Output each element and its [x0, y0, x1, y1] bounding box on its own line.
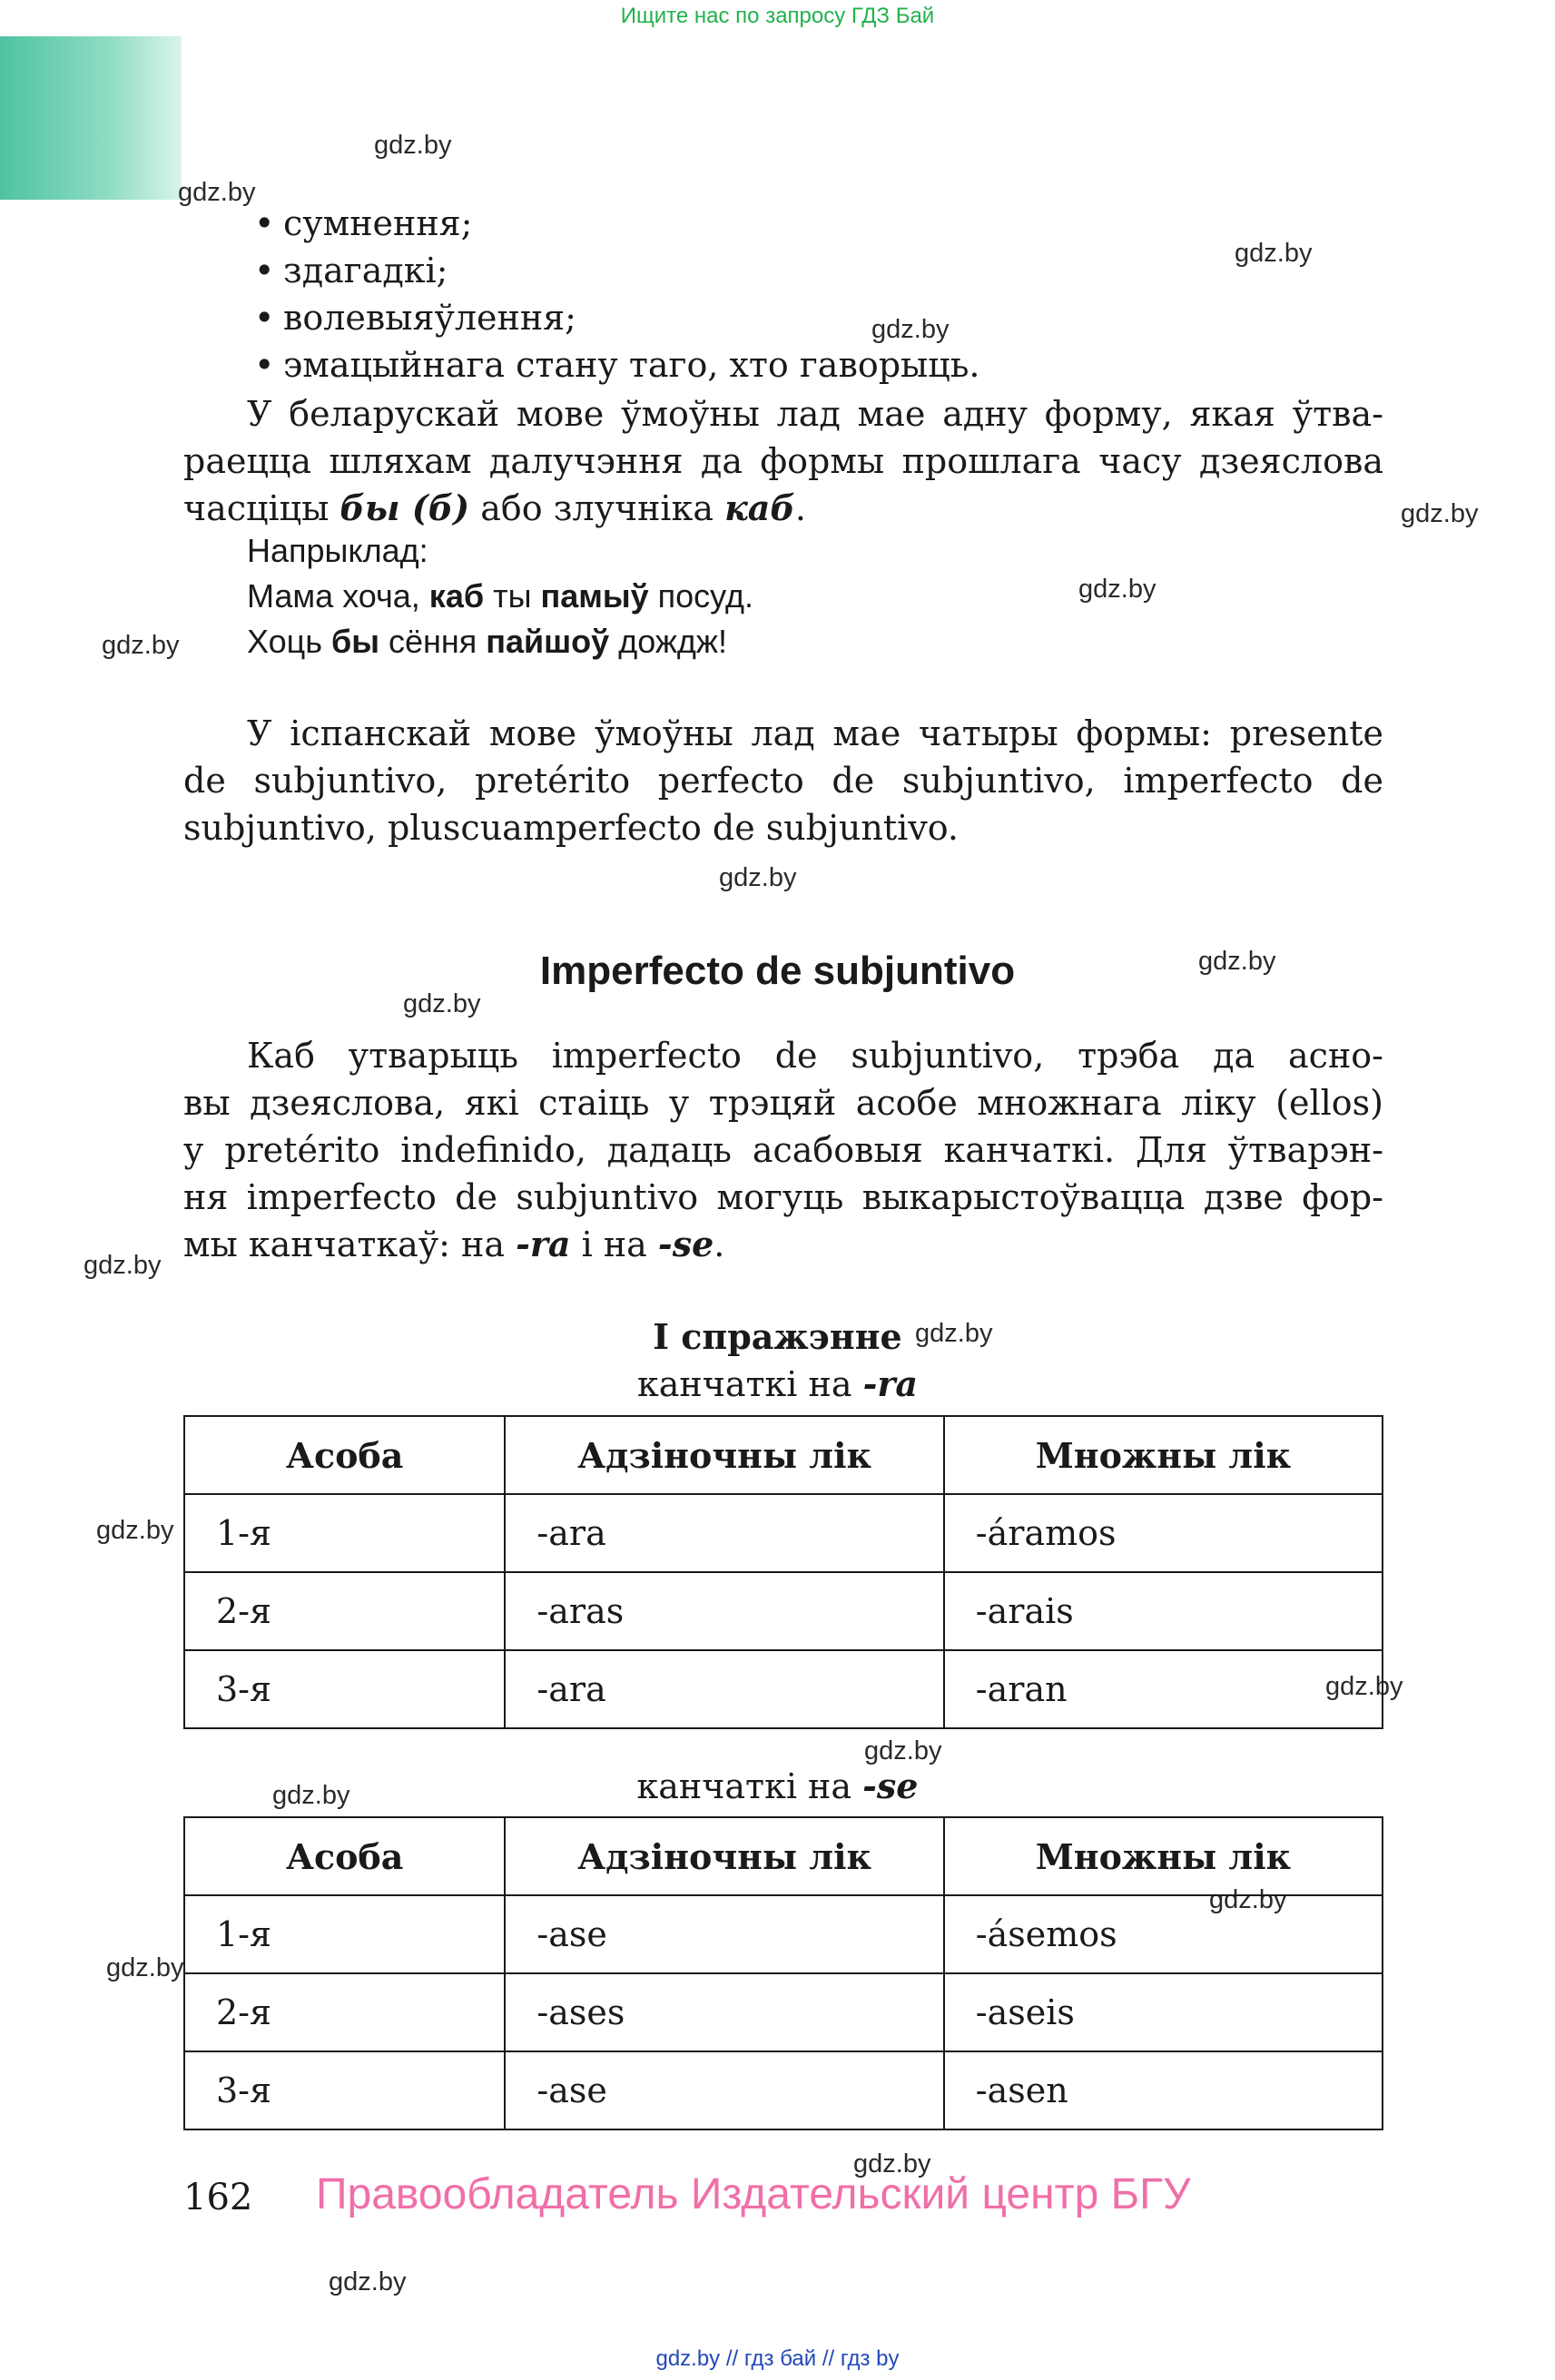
watermark: gdz.by	[1325, 1672, 1403, 1701]
table-cell: -aras	[505, 1572, 943, 1650]
bullet-item: • эмацыйнага стану таго, хто гаворыць.	[254, 345, 980, 385]
watermark: gdz.by	[915, 1319, 993, 1348]
table-cell: 1-я	[184, 1494, 505, 1572]
watermark: gdz.by	[329, 2267, 407, 2296]
table-header-row	[184, 1817, 1383, 1895]
watermark: gdz.by	[1401, 499, 1479, 528]
section-title: Imperfecto de subjuntivo	[539, 949, 1016, 993]
watermark: gdz.by	[1209, 1885, 1287, 1914]
table-cell: -aseis	[944, 1973, 1383, 2051]
table-cell: -ase	[505, 1895, 943, 1973]
copyright-notice: Правообладатель Издательский центр БГУ	[316, 2170, 1191, 2218]
paragraph-spanish-mood: У іспанскай мове ўмоўны лад мае чатыры формы: presente de subjuntivo, pretérito perfecto de subjuntivo, imperfecto de subjuntivo, pluscuamperfecto de subjuntivo.	[183, 713, 1383, 848]
table-row	[184, 1494, 1383, 1572]
column-header: Множны лік	[944, 1416, 1383, 1494]
table-cell: 3-я	[184, 1650, 505, 1728]
table-row	[184, 2051, 1383, 2129]
watermark: gdz.by	[102, 631, 180, 660]
table-cell: -ases	[505, 1973, 943, 2051]
column-header: Адзіночны лік	[505, 1817, 943, 1895]
table-cell: 2-я	[184, 1973, 505, 2051]
example-label: Напрыклад:	[247, 532, 428, 569]
watermark: gdz.by	[864, 1736, 942, 1765]
example-sentence: Хоць бы сёння пайшоў дождж!	[247, 623, 727, 660]
conjugation-title: I спражэнне	[653, 1316, 902, 1357]
watermark: gdz.by	[1235, 239, 1313, 268]
bullet-item: • сумнення;	[254, 203, 473, 243]
paragraph-imperfecto-formation: Каб утварыць imperfecto de subjuntivo, трэба да асно- вы дзеяслова, які стаіць у трэцяй асобе множнага ліку (ellos) у pretérito indefinido, дадаць асабовыя канчаткі. Для ўтварэн- ня imperfecto de subjuntivo могуць выкарыстоўвацца дзве фор- мы канчаткаў: на -ra і на -se.	[183, 1036, 1383, 1264]
table-cell: -aran	[944, 1650, 1383, 1728]
example-sentence: Мама хоча, каб ты памыў посуд.	[247, 577, 753, 615]
watermark: gdz.by	[853, 2149, 931, 2178]
column-header: Асоба	[184, 1416, 505, 1494]
endings-table-se	[183, 1816, 1383, 2130]
watermark: gdz.by	[84, 1251, 162, 1280]
table-cell: -ara	[505, 1650, 943, 1728]
table-row	[184, 1650, 1383, 1728]
table-cell: -arais	[944, 1572, 1383, 1650]
watermark: gdz.by	[871, 315, 950, 344]
watermark: gdz.by	[178, 178, 256, 207]
table-cell: 3-я	[184, 2051, 505, 2129]
watermark: gdz.by	[272, 1781, 350, 1810]
paragraph-belarusian-mood: У беларускай мове ўмоўны лад мае адну форму, якая ўтва- раецца шляхам далучэння да формы прошлага часу дзеяслова часціцы бы (б) або злучніка каб.	[183, 394, 1383, 528]
column-header: Асоба	[184, 1817, 505, 1895]
watermark: gdz.by	[96, 1516, 174, 1545]
table-cell: -ase	[505, 2051, 943, 2129]
table-cell: 2-я	[184, 1572, 505, 1650]
top-banner[interactable]: Ищите нас по запросу ГДЗ Бай	[620, 4, 935, 28]
table-cell: -asen	[944, 2051, 1383, 2129]
table-cell: 1-я	[184, 1895, 505, 1973]
column-header: Адзіночны лік	[505, 1416, 943, 1494]
bullet-item: • здагадкі;	[254, 251, 448, 290]
table-caption-se: канчаткі на -se	[636, 1765, 919, 1806]
table-cell: -ásemos	[944, 1895, 1383, 1973]
footer-links[interactable]: gdz.by // гдз бай // гдз by	[655, 2346, 900, 2371]
watermark: gdz.by	[1198, 947, 1276, 976]
table-cell: -áramos	[944, 1494, 1383, 1572]
table-row	[184, 1973, 1383, 2051]
table-caption-ra: канчаткі на -ra	[637, 1363, 918, 1404]
table-row	[184, 1572, 1383, 1650]
watermark: gdz.by	[374, 131, 452, 160]
column-header: Множны лік	[944, 1817, 1383, 1895]
endings-table-ra	[183, 1415, 1383, 1729]
watermark: gdz.by	[106, 1953, 184, 1982]
table-header-row	[184, 1416, 1383, 1494]
table-cell: -ara	[505, 1494, 943, 1572]
watermark: gdz.by	[719, 863, 797, 892]
corner-decoration	[0, 36, 182, 200]
table-row	[184, 1895, 1383, 1973]
page-number: 162	[183, 2177, 253, 2218]
watermark: gdz.by	[1078, 575, 1156, 604]
watermark: gdz.by	[403, 989, 481, 1018]
bullet-item: • волевыяўлення;	[254, 298, 576, 338]
